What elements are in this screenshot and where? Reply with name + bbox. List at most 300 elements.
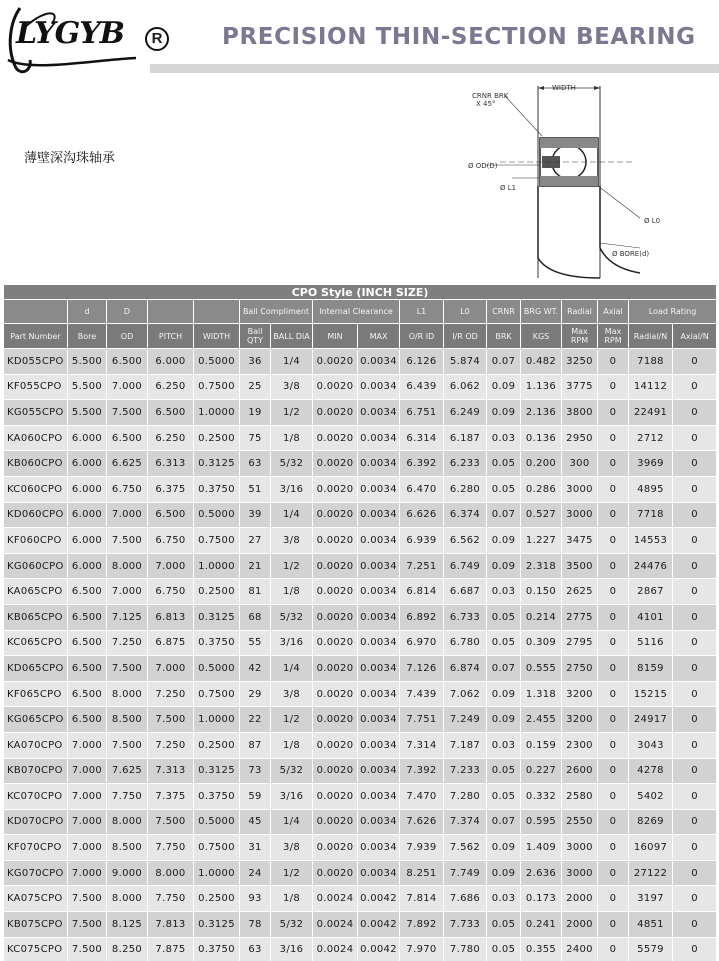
table-cell: 0.555 <box>521 656 562 682</box>
table-cell: 0 <box>673 912 717 938</box>
table-cell: 0.09 <box>487 681 521 707</box>
table-cell: 0.09 <box>487 553 521 579</box>
table-cell: 1.227 <box>521 528 562 554</box>
table-cell: 0.05 <box>487 937 521 961</box>
header-cell: D <box>107 300 148 324</box>
table-cell: 0.0020 <box>313 374 358 400</box>
table-cell: 3500 <box>562 553 598 579</box>
table-cell: 7.250 <box>107 630 148 656</box>
table-row <box>4 707 717 733</box>
table-cell: 0.7500 <box>194 681 240 707</box>
table-cell: 6.280 <box>444 476 487 502</box>
table-cell: 0 <box>598 349 629 375</box>
bearing-cross-section-diagram <box>400 78 719 284</box>
table-cell: 7.813 <box>148 912 194 938</box>
table-row <box>4 732 717 758</box>
table-cell: 2950 <box>562 425 598 451</box>
table-cell: 51 <box>240 476 271 502</box>
table-cell: 0 <box>598 374 629 400</box>
table-cell: 0.7500 <box>194 528 240 554</box>
table-cell: 16097 <box>629 835 673 861</box>
header-cell: Max RPM <box>562 324 598 349</box>
registered-mark: R <box>145 27 169 51</box>
table-cell: 0.09 <box>487 707 521 733</box>
table-cell: 0.0034 <box>358 681 400 707</box>
table-cell: 0.482 <box>521 349 562 375</box>
table-cell: 0.03 <box>487 732 521 758</box>
table-body <box>4 285 717 961</box>
table-cell: 7.314 <box>400 732 444 758</box>
header-cell: Max RPM <box>598 324 629 349</box>
table-cell: 6.751 <box>400 400 444 426</box>
table-cell: 5/32 <box>271 758 313 784</box>
part-number-cell: KD065CPO <box>4 656 68 682</box>
table-cell: 6.000 <box>68 502 107 528</box>
header-cell <box>148 300 194 324</box>
table-cell: 3000 <box>562 835 598 861</box>
table-cell: 0.595 <box>521 809 562 835</box>
table-cell: 63 <box>240 937 271 961</box>
table-cell: 0.0020 <box>313 349 358 375</box>
table-cell: 7.250 <box>148 681 194 707</box>
table-cell: 6.750 <box>148 528 194 554</box>
table-cell: 8.250 <box>107 937 148 961</box>
table-cell: 5402 <box>629 784 673 810</box>
table-cell: 0 <box>598 732 629 758</box>
table-cell: 7.439 <box>400 681 444 707</box>
table-cell: 7.000 <box>107 502 148 528</box>
table-cell: 0 <box>598 579 629 605</box>
table-cell: 0.7500 <box>194 835 240 861</box>
header-cell: d <box>68 300 107 324</box>
part-number-cell: KC075CPO <box>4 937 68 961</box>
header-cell <box>194 300 240 324</box>
table-cell: 45 <box>240 809 271 835</box>
part-number-cell: KF055CPO <box>4 374 68 400</box>
table-row <box>4 604 717 630</box>
table-cell: 0 <box>598 630 629 656</box>
table-cell: 6.392 <box>400 451 444 477</box>
table-cell: 0 <box>673 579 717 605</box>
table-row <box>4 374 717 400</box>
table-cell: 27 <box>240 528 271 554</box>
table-cell: 68 <box>240 604 271 630</box>
table-cell: 2750 <box>562 656 598 682</box>
table-cell: 3/8 <box>271 528 313 554</box>
l1-label: Ø L1 <box>500 184 517 192</box>
table-cell: 0 <box>598 835 629 861</box>
table-cell: 6.500 <box>68 579 107 605</box>
table-cell: 6.500 <box>107 349 148 375</box>
part-number-cell: KB065CPO <box>4 604 68 630</box>
table-cell: 3/8 <box>271 835 313 861</box>
table-cell: 2600 <box>562 758 598 784</box>
table-cell: 0.0042 <box>358 937 400 961</box>
table-cell: 3/16 <box>271 630 313 656</box>
table-cell: 0 <box>598 400 629 426</box>
table-cell: 0.0020 <box>313 707 358 733</box>
table-cell: 0.241 <box>521 912 562 938</box>
table-cell: 6.375 <box>148 476 194 502</box>
table-cell: 21 <box>240 553 271 579</box>
table-cell: 3250 <box>562 349 598 375</box>
table-row <box>4 835 717 861</box>
table-cell: 4895 <box>629 476 673 502</box>
table-cell: 0 <box>598 860 629 886</box>
table-cell: 7.751 <box>400 707 444 733</box>
table-cell: 0 <box>673 553 717 579</box>
table-cell: 0 <box>673 400 717 426</box>
part-number-cell: KB070CPO <box>4 758 68 784</box>
table-cell: 0 <box>673 349 717 375</box>
table-cell: 0.0034 <box>358 502 400 528</box>
table-cell: 6.500 <box>107 425 148 451</box>
table-cell: 7.500 <box>107 732 148 758</box>
header-cell: Load Rating <box>629 300 717 324</box>
table-cell: 1/2 <box>271 400 313 426</box>
table-cell: 7.000 <box>68 732 107 758</box>
table-cell: 0.3125 <box>194 451 240 477</box>
table-cell: 8.125 <box>107 912 148 938</box>
table-cell: 0.07 <box>487 809 521 835</box>
table-row <box>4 400 717 426</box>
table-cell: 1/8 <box>271 732 313 758</box>
table-cell: 1/4 <box>271 656 313 682</box>
header-cell: O/R ID <box>400 324 444 349</box>
table-cell: 6.562 <box>444 528 487 554</box>
table-cell: 3043 <box>629 732 673 758</box>
table-cell: 6.374 <box>444 502 487 528</box>
table-cell: 6.625 <box>107 451 148 477</box>
header-cell: MIN <box>313 324 358 349</box>
table-cell: 2550 <box>562 809 598 835</box>
table-cell: 1/8 <box>271 425 313 451</box>
brand-logo <box>2 0 142 75</box>
table-cell: 1/2 <box>271 860 313 886</box>
table-cell: 1/8 <box>271 579 313 605</box>
table-cell: 6.250 <box>148 374 194 400</box>
table-cell: 0.0034 <box>358 579 400 605</box>
table-cell: 0 <box>673 656 717 682</box>
table-cell: 27122 <box>629 860 673 886</box>
table-cell: 0 <box>598 604 629 630</box>
table-cell: 0.0034 <box>358 451 400 477</box>
table-row <box>4 860 717 886</box>
table-cell: 7.625 <box>107 758 148 784</box>
table-cell: 3475 <box>562 528 598 554</box>
table-cell: 29 <box>240 681 271 707</box>
table-cell: 0.309 <box>521 630 562 656</box>
table-cell: 6.626 <box>400 502 444 528</box>
table-cell: 6.749 <box>444 553 487 579</box>
table-cell: 0.0042 <box>358 912 400 938</box>
table-cell: 8.000 <box>148 860 194 886</box>
table-cell: 6.314 <box>400 425 444 451</box>
table-cell: 0.3750 <box>194 784 240 810</box>
table-row <box>4 809 717 835</box>
table-cell: 0.0020 <box>313 579 358 605</box>
table-cell: 0.173 <box>521 886 562 912</box>
table-cell: 7.814 <box>400 886 444 912</box>
table-cell: 0 <box>598 707 629 733</box>
table-cell: 0.0020 <box>313 732 358 758</box>
table-cell: 0 <box>598 809 629 835</box>
table-cell: 1/8 <box>271 886 313 912</box>
od-label: Ø OD(D) <box>468 162 498 170</box>
table-row <box>4 451 717 477</box>
table-cell: 22491 <box>629 400 673 426</box>
table-cell: 2775 <box>562 604 598 630</box>
table-caption: CPO Style (INCH SIZE) <box>4 285 717 300</box>
table-cell: 6.000 <box>68 528 107 554</box>
table-cell: 7.000 <box>148 553 194 579</box>
table-cell: 6.000 <box>68 553 107 579</box>
table-cell: 6.250 <box>148 425 194 451</box>
table-cell: 0.09 <box>487 860 521 886</box>
header-cell: Bore <box>68 324 107 349</box>
table-cell: 2.636 <box>521 860 562 886</box>
table-cell: 0.0020 <box>313 400 358 426</box>
table-cell: 9.000 <box>107 860 148 886</box>
table-cell: 6.000 <box>148 349 194 375</box>
table-cell: 55 <box>240 630 271 656</box>
table-cell: 7.686 <box>444 886 487 912</box>
table-cell: 0.3125 <box>194 912 240 938</box>
table-cell: 0.0020 <box>313 809 358 835</box>
table-cell: 0.07 <box>487 502 521 528</box>
table-cell: 7.233 <box>444 758 487 784</box>
table-row <box>4 784 717 810</box>
table-cell: 7.000 <box>148 656 194 682</box>
table-cell: 0.0020 <box>313 502 358 528</box>
table-cell: 7.749 <box>444 860 487 886</box>
table-cell: 0.0034 <box>358 758 400 784</box>
table-cell: 4278 <box>629 758 673 784</box>
part-number-cell: KG060CPO <box>4 553 68 579</box>
table-cell: 5/32 <box>271 451 313 477</box>
table-cell: 1.136 <box>521 374 562 400</box>
title-underline-bar <box>150 64 719 73</box>
table-cell: 7.374 <box>444 809 487 835</box>
table-cell: 3/8 <box>271 681 313 707</box>
table-cell: 0.5000 <box>194 656 240 682</box>
table-cell: 0 <box>598 681 629 707</box>
table-cell: 0.0020 <box>313 528 358 554</box>
table-cell: 0.159 <box>521 732 562 758</box>
header-cell: Axial/N <box>673 324 717 349</box>
corner-break-label: CRNR BRK <box>472 92 509 100</box>
table-cell: 0.286 <box>521 476 562 502</box>
table-cell: 6.500 <box>68 681 107 707</box>
table-cell: 0.150 <box>521 579 562 605</box>
table-cell: 8.000 <box>107 553 148 579</box>
table-cell: 0.0020 <box>313 425 358 451</box>
table-cell: 7.187 <box>444 732 487 758</box>
part-number-cell: KC070CPO <box>4 784 68 810</box>
table-cell: 0 <box>598 425 629 451</box>
table-cell: 3800 <box>562 400 598 426</box>
table-cell: 3/16 <box>271 476 313 502</box>
table-cell: 1.0000 <box>194 400 240 426</box>
table-cell: 7.750 <box>107 784 148 810</box>
header-cell: BALL DIA <box>271 324 313 349</box>
table-cell: 0.5000 <box>194 502 240 528</box>
table-cell: 6.249 <box>444 400 487 426</box>
table-cell: 3000 <box>562 860 598 886</box>
table-cell: 0.200 <box>521 451 562 477</box>
table-cell: 14553 <box>629 528 673 554</box>
table-cell: 5.874 <box>444 349 487 375</box>
table-cell: 0.332 <box>521 784 562 810</box>
part-number-cell: KD060CPO <box>4 502 68 528</box>
table-cell: 1/2 <box>271 553 313 579</box>
table-cell: 0.09 <box>487 400 521 426</box>
table-cell: 0.2500 <box>194 579 240 605</box>
part-number-cell: KF070CPO <box>4 835 68 861</box>
table-cell: 5.500 <box>68 349 107 375</box>
table-row <box>4 425 717 451</box>
table-cell: 0.0024 <box>313 886 358 912</box>
table-row <box>4 528 717 554</box>
table-cell: 7.500 <box>68 886 107 912</box>
table-cell: 7.000 <box>107 579 148 605</box>
table-cell: 1/4 <box>271 349 313 375</box>
table-cell: 0.0034 <box>358 349 400 375</box>
table-cell: 0.03 <box>487 579 521 605</box>
table-cell: 0 <box>673 528 717 554</box>
table-row <box>4 476 717 502</box>
table-cell: 87 <box>240 732 271 758</box>
table-cell: 0.5000 <box>194 349 240 375</box>
table-cell: 0.0034 <box>358 784 400 810</box>
header-cell: BRG WT. <box>521 300 562 324</box>
table-cell: 6.750 <box>148 579 194 605</box>
header-cell: Axial <box>598 300 629 324</box>
table-cell: 63 <box>240 451 271 477</box>
table-row <box>4 502 717 528</box>
table-cell: 7.062 <box>444 681 487 707</box>
table-cell: 0.3125 <box>194 604 240 630</box>
table-cell: 6.439 <box>400 374 444 400</box>
table-cell: 0 <box>673 425 717 451</box>
table-cell: 7.125 <box>107 604 148 630</box>
header-cell: Ball QTY <box>240 324 271 349</box>
table-cell: 36 <box>240 349 271 375</box>
table-cell: 0.2500 <box>194 425 240 451</box>
header-cell: CRNR <box>487 300 521 324</box>
table-cell: 3000 <box>562 502 598 528</box>
table-cell: 0.227 <box>521 758 562 784</box>
header-cell: WIDTH <box>194 324 240 349</box>
part-number-cell: KA060CPO <box>4 425 68 451</box>
table-cell: 0.2500 <box>194 886 240 912</box>
table-cell: 2.318 <box>521 553 562 579</box>
table-cell: 8.000 <box>107 809 148 835</box>
header-cell: OD <box>107 324 148 349</box>
table-cell: 2000 <box>562 912 598 938</box>
table-cell: 0 <box>673 707 717 733</box>
table-cell: 6.750 <box>107 476 148 502</box>
table-row <box>4 937 717 961</box>
table-cell: 6.874 <box>444 656 487 682</box>
table-cell: 6.187 <box>444 425 487 451</box>
part-number-cell: KF065CPO <box>4 681 68 707</box>
table-cell: 7.392 <box>400 758 444 784</box>
table-cell: 7.562 <box>444 835 487 861</box>
table-cell: 0.0020 <box>313 604 358 630</box>
table-cell: 0.3750 <box>194 476 240 502</box>
table-cell: 0 <box>598 451 629 477</box>
table-cell: 6.500 <box>148 400 194 426</box>
part-number-cell: KC065CPO <box>4 630 68 656</box>
table-cell: 1/4 <box>271 809 313 835</box>
part-number-cell: KG065CPO <box>4 707 68 733</box>
table-cell: 6.233 <box>444 451 487 477</box>
table-cell: 7718 <box>629 502 673 528</box>
table-cell: 0.3125 <box>194 758 240 784</box>
table-cell: 7.000 <box>68 809 107 835</box>
width-label: WIDTH <box>552 84 576 92</box>
table-cell: 4101 <box>629 604 673 630</box>
header-cell: Internal Clearance <box>313 300 400 324</box>
table-cell: 6.000 <box>68 451 107 477</box>
table-cell: 1/4 <box>271 502 313 528</box>
table-cell: 59 <box>240 784 271 810</box>
table-cell: 0.0020 <box>313 451 358 477</box>
table-cell: 7.750 <box>148 886 194 912</box>
table-cell: 0 <box>673 732 717 758</box>
table-cell: 0 <box>598 476 629 502</box>
table-cell: 2000 <box>562 886 598 912</box>
table-cell: 2580 <box>562 784 598 810</box>
table-cell: 5.500 <box>68 374 107 400</box>
table-cell: 0.05 <box>487 604 521 630</box>
table-cell: 0.09 <box>487 528 521 554</box>
table-caption-row <box>4 285 717 300</box>
table-cell: 4851 <box>629 912 673 938</box>
bearing-spec-table <box>3 284 717 961</box>
table-cell: 93 <box>240 886 271 912</box>
table-cell: 0 <box>598 912 629 938</box>
table-cell: 0 <box>673 835 717 861</box>
table-cell: 0 <box>673 784 717 810</box>
logo-text: LYGYB <box>16 16 124 51</box>
table-cell: 0.0034 <box>358 630 400 656</box>
table-cell: 78 <box>240 912 271 938</box>
table-cell: 6.500 <box>68 656 107 682</box>
table-cell: 31 <box>240 835 271 861</box>
table-cell: 7.000 <box>68 860 107 886</box>
table-cell: 1.409 <box>521 835 562 861</box>
table-cell: 0 <box>673 758 717 784</box>
table-cell: 2400 <box>562 937 598 961</box>
table-cell: 0 <box>673 681 717 707</box>
table-cell: 42 <box>240 656 271 682</box>
table-cell: 1.0000 <box>194 553 240 579</box>
table-cell: 6.000 <box>68 425 107 451</box>
table-cell: 0.7500 <box>194 374 240 400</box>
table-cell: 19 <box>240 400 271 426</box>
table-cell: 5/32 <box>271 604 313 630</box>
table-cell: 6.892 <box>400 604 444 630</box>
table-cell: 24917 <box>629 707 673 733</box>
table-cell: 0 <box>673 451 717 477</box>
part-number-cell: KF060CPO <box>4 528 68 554</box>
table-cell: 7.500 <box>148 809 194 835</box>
table-cell: 5116 <box>629 630 673 656</box>
table-cell: 6.000 <box>68 476 107 502</box>
corner-angle-label: X 45° <box>476 100 496 108</box>
